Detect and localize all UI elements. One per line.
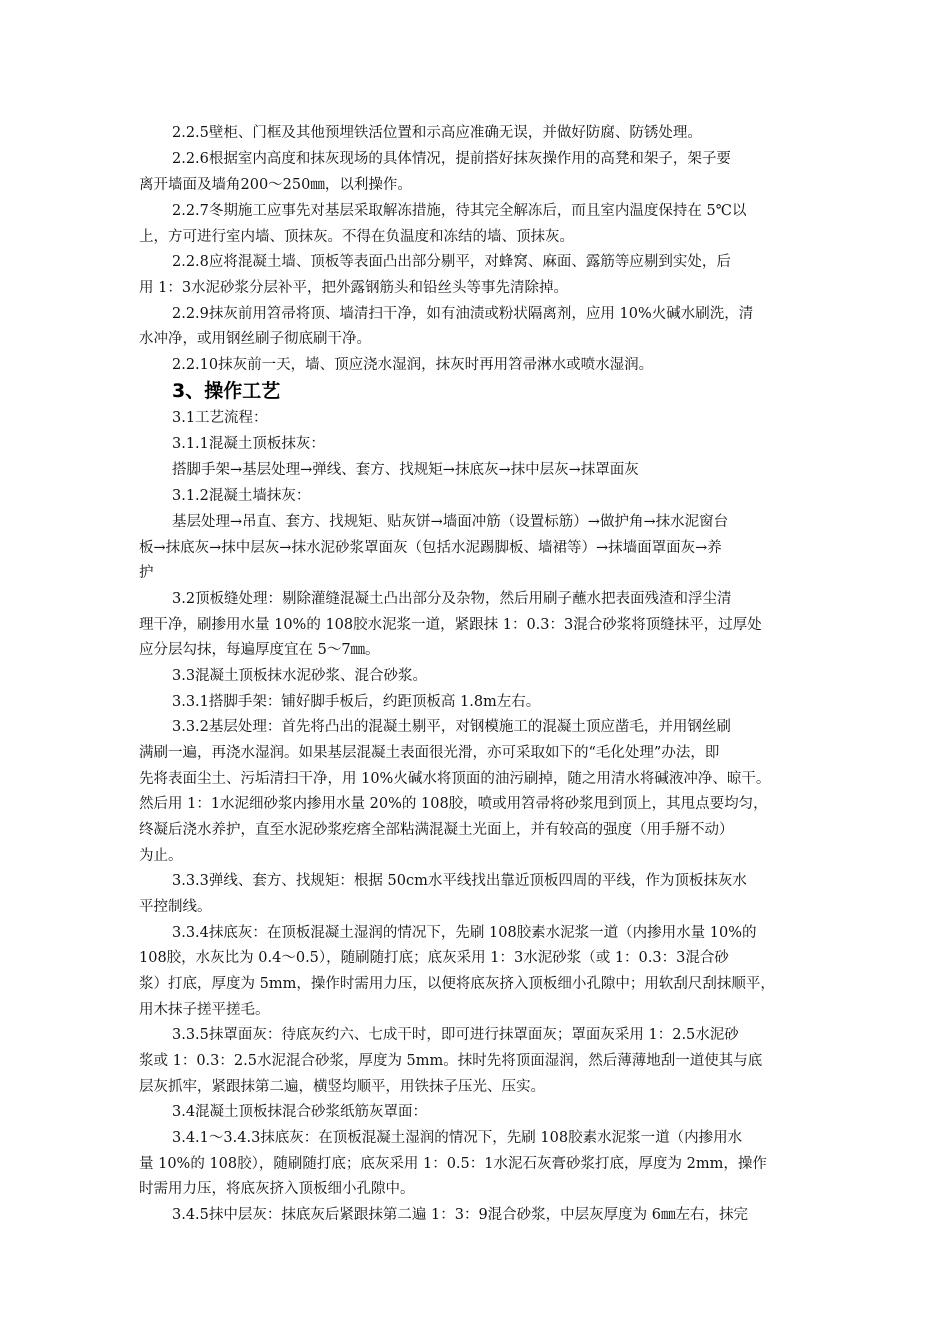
text-line: 2.2.6根据室内高度和抹灰现场的具体情况，提前搭好抹灰操作用的高凳和架子，架子要	[172, 151, 731, 167]
text-line: 基层处理→吊直、套方、找规矩、贴灰饼→墙面冲筋（设置标筋）→做护角→抹水泥窗台	[172, 514, 729, 530]
text-line: 3.1工艺流程：	[172, 410, 268, 426]
text-line: 层灰抓牢，紧跟抹第二遍，横竖均顺平，用铁抹子压光、压实。	[139, 1079, 545, 1095]
text-line: 3.1.1混凝土顶板抹灰：	[172, 436, 325, 452]
text-line: 3.3混凝土顶板抹水泥砂浆、混合砂浆。	[172, 668, 428, 684]
text-line: 3.3.2基层处理：首先将凸出的混凝土剔平，对钢模施工的混凝土顶应凿毛，并用钢丝刷	[172, 719, 731, 735]
text-line: 量 10%的 108胶），随刷随打底；底灰采用 1：0.5：1水泥石灰膏砂浆打底，厚度为 2mm，操作	[139, 1156, 767, 1172]
text-line: 上，方可进行室内墙、顶抹灰。不得在负温度和冻结的墙、顶抹灰。	[139, 229, 574, 245]
text-line: 2.2.9抹灰前用笤帚将顶、墙清扫干净，如有油渍或粉状隔离剂，应用 10%火碱水刷洗，清	[172, 306, 754, 322]
text-line: 护	[139, 565, 154, 581]
text-line: 3.4混凝土顶板抹混合砂浆纸筋灰罩面：	[172, 1104, 428, 1120]
text-line: 然后用 1：1水泥细砂浆内掺用水量 20%的 108胶，喷或用笤帚将砂浆甩到顶上，其甩点要均匀，	[139, 796, 768, 812]
text-line: 用木抹子搓平搓毛。	[139, 1002, 270, 1018]
text-line: 离开墙面及墙角200～250㎜，以利操作。	[139, 177, 412, 193]
text-line: 3.1.2混凝土墙抹灰：	[172, 488, 311, 504]
section-heading: 3、操作工艺	[172, 380, 281, 402]
text-line: 2.2.10抹灰前一天，墙、顶应浇水湿润，抹灰时再用笤帚淋水或喷水湿润。	[172, 357, 654, 373]
text-line: 3.3.5抹罩面灰：待底灰约六、七成干时，即可进行抹罩面灰；罩面灰采用 1：2.5水泥砂	[172, 1027, 739, 1043]
text-line: 108胶，水灰比为 0.4～0.5），随刷随打底；底灰采用 1：3水泥砂浆（或 1：0.3：3混合砂	[139, 950, 729, 966]
text-line: 浆或 1：0.3：2.5水泥混合砂浆，厚度为 5mm。抹时先将顶面湿润，然后薄薄地刮一道使其与底	[139, 1053, 763, 1069]
text-line: 3.4.5抹中层灰：抹底灰后紧跟抹第二遍 1：3：9混合砂浆，中层灰厚度为 6㎜左右，抹完	[172, 1207, 749, 1223]
text-line: 2.2.8应将混凝土墙、顶板等表面凸出部分剔平，对蜂窝、麻面、露筋等应剔到实处，后	[172, 254, 731, 270]
text-line: 水冲净，或用钢丝刷子彻底刷干净。	[139, 331, 371, 347]
text-line: 平控制线。	[139, 899, 212, 915]
text-line: 2.2.7冬期施工应事先对基层采取解冻措施，待其完全解冻后，而且室内温度保持在 5℃以	[172, 203, 747, 219]
text-line: 3.4.1～3.4.3抹底灰：在顶板混凝土湿润的情况下，先刷 108胶素水泥浆一道（内掺用水	[172, 1130, 743, 1146]
text-line: 满刷一遍，再浇水湿润。如果基层混凝土表面很光滑，亦可采取如下的“毛化处理”办法，即	[139, 745, 720, 761]
text-line: 理干净，刷掺用水量 10%的 108胶水泥浆一道，紧跟抹 1：0.3：3混合砂浆将顶缝抹平，过厚处	[139, 617, 762, 633]
text-line: 先将表面尘土、污垢清扫干净，用 10%火碱水将顶面的油污刷掉，随之用清水将碱液冲净、晾干。	[139, 771, 771, 787]
text-line: 2.2.5壁柜、门框及其他预埋铁活位置和示高应准确无误，并做好防腐、防锈处理。	[172, 125, 702, 141]
text-line: 应分层勾抹，每遍厚度宜在 5～7㎜。	[139, 642, 380, 658]
text-line: 3.3.3弹线、套方、找规矩：根据 50cm水平线找出靠近顶板四周的平线，作为顶板抹灰水	[172, 873, 747, 889]
text-line: 为止。	[139, 848, 183, 864]
text-line: 用 1：3水泥砂浆分层补平，把外露钢筋头和铅丝头等事先清除掉。	[139, 280, 569, 296]
text-line: 3.3.4抹底灰：在顶板混凝土湿润的情况下，先刷 108胶素水泥浆一道（内掺用水量 10%的	[172, 925, 757, 941]
text-line: 搭脚手架→基层处理→弹线、套方、找规矩→抹底灰→抹中层灰→抹罩面灰	[172, 462, 639, 478]
text-line: 板→抹底灰→抹中层灰→抹水泥砂浆罩面灰（包括水泥踢脚板、墙裙等）→抹墙面罩面灰→养	[139, 540, 722, 556]
text-line: 时需用力压，将底灰挤入顶板细小孔隙中。	[139, 1181, 415, 1197]
text-line: 3.3.1搭脚手架：铺好脚手板后，约距顶板高 1.8m左右。	[172, 694, 541, 710]
text-line: 终凝后浇水养护，直至水泥砂浆疙瘩全部粘满混凝土光面上，并有较高的强度（用手掰不动）	[139, 822, 734, 838]
text-line: 3.2顶板缝处理：剔除灌缝混凝土凸出部分及杂物，然后用刷子蘸水把表面残渣和浮尘清	[172, 591, 732, 607]
text-line: 浆）打底，厚度为 5mm，操作时需用力压，以便将底灰挤入顶板细小孔隙中；用软刮尺刮抹顺平，	[139, 976, 775, 992]
